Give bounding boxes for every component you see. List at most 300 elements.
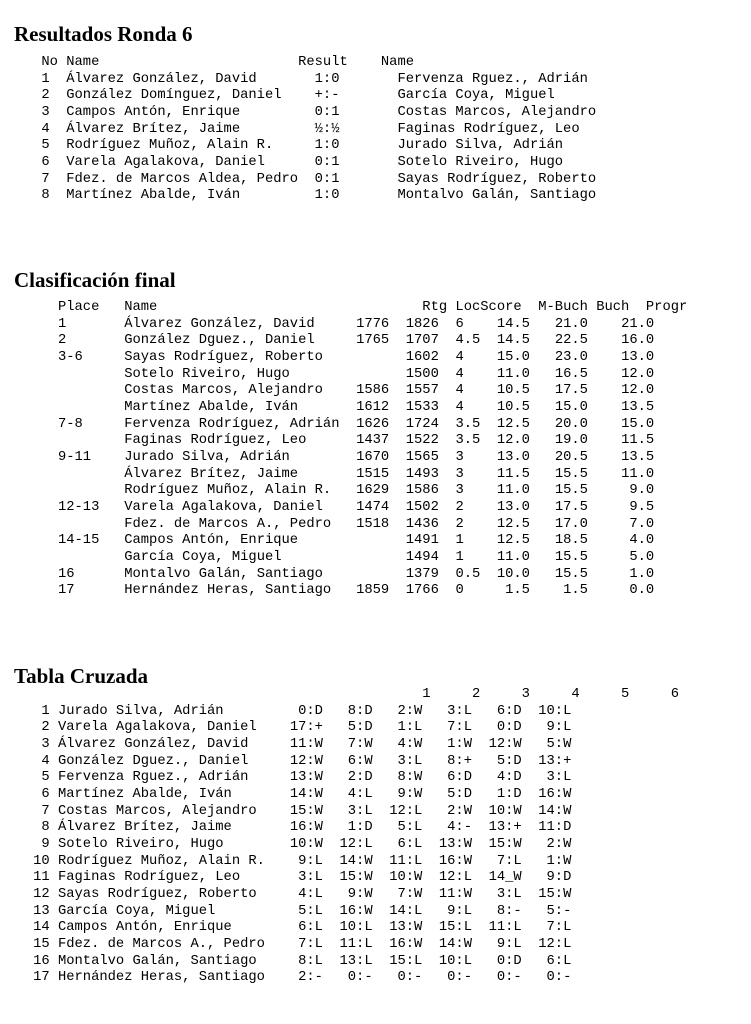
rating: 1515 bbox=[356, 466, 390, 482]
round-4-result: 5:D bbox=[447, 786, 472, 802]
buchholz: 15.5 bbox=[554, 566, 588, 582]
player-name: García Coya, Miguel bbox=[57, 903, 216, 919]
header-name-white: Name bbox=[66, 55, 100, 70]
player-name: Faginas Rodríguez, Leo bbox=[57, 870, 241, 886]
round-3-result: 1:L bbox=[397, 720, 423, 736]
round-1-result: 0:D bbox=[298, 703, 323, 719]
buchholz: 20.5 bbox=[554, 449, 588, 465]
player-name: Fdez. de Marcos A., Pedro bbox=[57, 936, 265, 952]
player-name: González Dguez., Daniel bbox=[57, 753, 249, 769]
results-row bbox=[0, 188, 613, 203]
round-3-result: 14:L bbox=[389, 903, 423, 919]
board-number: 1 bbox=[41, 71, 50, 87]
player-name: Hernández Heras, Santiago bbox=[124, 583, 332, 599]
header-place: Place bbox=[57, 300, 100, 315]
score: 4 bbox=[455, 399, 464, 415]
crosstable-row bbox=[0, 704, 571, 719]
board-number: 3 bbox=[41, 104, 50, 120]
round-2-result: 1:D bbox=[347, 820, 373, 836]
round-5-result: 4:D bbox=[496, 770, 522, 786]
buchholz: 17.5 bbox=[554, 383, 588, 399]
round-6-result: 5:W bbox=[546, 736, 572, 752]
round-2-result: 14:W bbox=[339, 853, 373, 869]
crosstable-row bbox=[0, 804, 571, 819]
player-number: 8 bbox=[41, 820, 50, 836]
round-6-result: 7:L bbox=[546, 920, 572, 936]
round-4-result: 2:W bbox=[447, 803, 472, 819]
rating: 1776 bbox=[356, 316, 390, 332]
round-6-result: 1:W bbox=[546, 853, 572, 869]
results-header bbox=[0, 55, 414, 70]
round-4-result: 9:L bbox=[447, 903, 472, 919]
round-3-result: 5:L bbox=[397, 820, 423, 836]
local-rating: 1502 bbox=[405, 499, 439, 515]
progressive: 12.0 bbox=[621, 366, 655, 382]
round-5-result: 15:W bbox=[488, 836, 522, 852]
score: 4.5 bbox=[455, 333, 481, 349]
round-3-result: 15:L bbox=[389, 953, 423, 969]
game-result: 1:0 bbox=[314, 138, 340, 154]
round-5-result: 14_W bbox=[488, 870, 522, 886]
standings-row bbox=[0, 383, 654, 398]
player-name: Fervenza Rodríguez, Adrián bbox=[124, 416, 340, 432]
rating: 1586 bbox=[356, 383, 390, 399]
local-rating: 1565 bbox=[405, 449, 439, 465]
median-buchholz: 13.0 bbox=[496, 449, 530, 465]
black-player: Sotelo Riveiro, Hugo bbox=[397, 154, 564, 170]
player-name: Álvarez González, David bbox=[57, 736, 249, 752]
round-3-result: 12:L bbox=[389, 803, 423, 819]
crosstable-row bbox=[0, 887, 571, 902]
median-buchholz: 11.0 bbox=[496, 483, 530, 499]
local-rating: 1500 bbox=[405, 366, 439, 382]
score: 3 bbox=[455, 449, 464, 465]
round-2-result: 10:L bbox=[339, 920, 373, 936]
game-result: 0:1 bbox=[314, 104, 340, 120]
player-name: Sayas Rodríguez, Roberto bbox=[124, 349, 323, 365]
round-5-result: 0:- bbox=[496, 970, 522, 986]
buchholz: 23.0 bbox=[554, 349, 588, 365]
white-player: Varela Agalakova, Daniel bbox=[66, 154, 265, 170]
player-number: 15 bbox=[33, 936, 50, 952]
player-name: Montalvo Galán, Santiago bbox=[57, 953, 257, 969]
header-name: Name bbox=[124, 300, 158, 315]
header-no: No bbox=[41, 55, 58, 70]
round-2-result: 11:L bbox=[339, 936, 373, 952]
round-1-result: 8:L bbox=[298, 953, 323, 969]
buchholz: 15.5 bbox=[554, 466, 588, 482]
standings-row bbox=[0, 467, 654, 482]
player-number: 16 bbox=[33, 953, 50, 969]
game-result: 1:0 bbox=[314, 71, 340, 87]
board-number: 5 bbox=[41, 138, 50, 154]
round-6-result: 11:D bbox=[538, 820, 572, 836]
header-rtg: Rtg bbox=[422, 300, 448, 315]
median-buchholz: 14.5 bbox=[496, 333, 530, 349]
round-5-result: 3:L bbox=[496, 886, 522, 902]
crosstable-row bbox=[0, 754, 571, 769]
rating: 1612 bbox=[356, 399, 390, 415]
round-1-result: 5:L bbox=[298, 903, 323, 919]
score: 0.5 bbox=[455, 566, 481, 582]
rating: 1670 bbox=[356, 449, 390, 465]
round-5-header: 5 bbox=[621, 687, 630, 702]
standings-row bbox=[0, 550, 654, 565]
round-4-result: 1:W bbox=[447, 736, 472, 752]
round-4-result: 14:W bbox=[438, 936, 472, 952]
round-1-result: 10:W bbox=[289, 836, 323, 852]
round-2-result: 8:D bbox=[347, 703, 373, 719]
progressive: 16.0 bbox=[621, 333, 655, 349]
median-buchholz: 13.0 bbox=[496, 499, 530, 515]
round-1-result: 6:L bbox=[298, 920, 323, 936]
round-4-result: 8:+ bbox=[447, 753, 472, 769]
rating: 1437 bbox=[356, 433, 390, 449]
crosstable-row bbox=[0, 920, 571, 935]
score: 2 bbox=[455, 516, 464, 532]
round-2-result: 16:W bbox=[339, 903, 373, 919]
median-buchholz: 1.5 bbox=[505, 583, 530, 599]
round-5-result: 5:D bbox=[496, 753, 522, 769]
place: 3-6 bbox=[57, 349, 83, 365]
local-rating: 1826 bbox=[405, 316, 439, 332]
local-rating: 1766 bbox=[405, 583, 439, 599]
progressive: 1.0 bbox=[629, 566, 655, 582]
round-2-result: 6:W bbox=[347, 753, 373, 769]
median-buchholz: 11.5 bbox=[496, 466, 530, 482]
rating: 1859 bbox=[356, 583, 390, 599]
round-5-result: 13:+ bbox=[488, 820, 522, 836]
median-buchholz: 12.0 bbox=[496, 433, 530, 449]
standings-row bbox=[0, 350, 654, 365]
player-name: Costas Marcos, Alejandro bbox=[124, 383, 323, 399]
board-number: 7 bbox=[41, 171, 50, 187]
standings-row bbox=[0, 517, 654, 532]
player-name: Campos Antón, Enrique bbox=[124, 533, 299, 549]
black-player: Faginas Rodríguez, Leo bbox=[397, 121, 580, 137]
progressive: 15.0 bbox=[621, 416, 655, 432]
player-name: Varela Agalakova, Daniel bbox=[57, 720, 257, 736]
game-result: ½:½ bbox=[314, 121, 340, 137]
standings-row bbox=[0, 483, 654, 498]
round-1-result: 4:L bbox=[298, 886, 323, 902]
white-player: Martínez Abalde, Iván bbox=[66, 188, 241, 204]
round-5-result: 8:- bbox=[496, 903, 522, 919]
progressive: 13.5 bbox=[621, 399, 655, 415]
score: 3 bbox=[455, 483, 464, 499]
player-name: Rodríguez Muñoz, Alain R. bbox=[124, 483, 332, 499]
buchholz: 17.0 bbox=[554, 516, 588, 532]
player-number: 3 bbox=[41, 736, 50, 752]
player-name: Hernández Heras, Santiago bbox=[57, 970, 265, 986]
rating: 1518 bbox=[356, 516, 390, 532]
round-3-result: 16:W bbox=[389, 936, 423, 952]
round-4-result: 0:- bbox=[447, 970, 472, 986]
player-name: Fdez. de Marcos A., Pedro bbox=[124, 516, 332, 532]
round-5-result: 10:W bbox=[488, 803, 522, 819]
player-name: Sotelo Riveiro, Hugo bbox=[124, 366, 290, 382]
round-2-result: 2:D bbox=[347, 770, 373, 786]
crosstable-row bbox=[0, 720, 571, 735]
player-number: 5 bbox=[41, 770, 50, 786]
board-number: 2 bbox=[41, 88, 50, 104]
round-3-result: 4:W bbox=[397, 736, 423, 752]
round-6-result: 16:W bbox=[538, 786, 572, 802]
local-rating: 1379 bbox=[405, 566, 439, 582]
player-name: Sotelo Riveiro, Hugo bbox=[57, 836, 224, 852]
standings-row bbox=[0, 367, 654, 382]
player-name: Montalvo Galán, Santiago bbox=[124, 566, 323, 582]
median-buchholz: 15.0 bbox=[496, 349, 530, 365]
player-name: García Coya, Miguel bbox=[124, 549, 282, 565]
round-6-result: 9:L bbox=[546, 720, 572, 736]
round-3-result: 2:W bbox=[397, 703, 423, 719]
black-player: García Coya, Miguel bbox=[397, 88, 555, 104]
rating: 1626 bbox=[356, 416, 390, 432]
place: 7-8 bbox=[57, 416, 83, 432]
player-name: Jurado Silva, Adrián bbox=[124, 449, 290, 465]
score: 3.5 bbox=[455, 433, 481, 449]
round-4-result: 6:D bbox=[447, 770, 472, 786]
player-name: Martínez Abalde, Iván bbox=[124, 399, 299, 415]
game-result: 1:0 bbox=[314, 188, 340, 204]
round-6-result: 15:W bbox=[538, 886, 572, 902]
player-name: Varela Agalakova, Daniel bbox=[124, 499, 323, 515]
round-4-result: 4:- bbox=[447, 820, 472, 836]
game-result: 0:1 bbox=[314, 154, 340, 170]
round-5-result: 9:L bbox=[496, 936, 522, 952]
crosstable-table bbox=[0, 687, 679, 987]
round-4-result: 13:W bbox=[438, 836, 472, 852]
round-2-result: 3:L bbox=[347, 803, 373, 819]
progressive: 5.0 bbox=[629, 549, 655, 565]
player-name: Costas Marcos, Alejandro bbox=[57, 803, 257, 819]
median-buchholz: 11.0 bbox=[496, 366, 530, 382]
round-1-result: 13:W bbox=[289, 770, 323, 786]
round-1-result: 3:L bbox=[298, 870, 323, 886]
player-number: 11 bbox=[33, 870, 50, 886]
standings-row bbox=[0, 450, 654, 465]
header-result: Result bbox=[298, 55, 348, 70]
results-row bbox=[0, 88, 613, 103]
round-1-result: 17:+ bbox=[289, 720, 323, 736]
local-rating: 1586 bbox=[405, 483, 439, 499]
buchholz: 1.5 bbox=[563, 583, 588, 599]
median-buchholz: 12.5 bbox=[496, 516, 530, 532]
round-1-result: 11:W bbox=[289, 736, 323, 752]
crosstable-row bbox=[0, 904, 571, 919]
local-rating: 1707 bbox=[405, 333, 439, 349]
score: 1 bbox=[455, 533, 464, 549]
place: 12-13 bbox=[57, 499, 100, 515]
progressive: 11.0 bbox=[621, 466, 655, 482]
round-2-result: 15:W bbox=[339, 870, 373, 886]
local-rating: 1557 bbox=[405, 383, 439, 399]
buchholz: 18.5 bbox=[554, 533, 588, 549]
results-table bbox=[0, 55, 613, 205]
player-number: 17 bbox=[33, 970, 50, 986]
round-3-header: 3 bbox=[521, 687, 530, 702]
local-rating: 1602 bbox=[405, 349, 439, 365]
results-row bbox=[0, 138, 613, 153]
place: 17 bbox=[57, 583, 75, 599]
round-4-header: 4 bbox=[571, 687, 580, 702]
black-player: Costas Marcos, Alejandro bbox=[397, 104, 597, 120]
crosstable-title: Tabla Cruzada bbox=[14, 664, 149, 688]
results-row bbox=[0, 105, 613, 120]
round-3-result: 0:- bbox=[397, 970, 423, 986]
buchholz: 21.0 bbox=[554, 316, 588, 332]
player-number: 6 bbox=[41, 786, 50, 802]
round-6-result: 14:W bbox=[538, 803, 572, 819]
progressive: 4.0 bbox=[629, 533, 655, 549]
round-2-header: 2 bbox=[471, 687, 481, 702]
player-name: Sayas Rodríguez, Roberto bbox=[57, 886, 257, 902]
player-name: Fervenza Rguez., Adrián bbox=[57, 770, 249, 786]
standings-row bbox=[0, 417, 654, 432]
median-buchholz: 11.0 bbox=[496, 549, 530, 565]
round-6-result: 10:L bbox=[538, 703, 572, 719]
local-rating: 1494 bbox=[405, 549, 439, 565]
board-number: 6 bbox=[41, 154, 50, 170]
local-rating: 1493 bbox=[405, 466, 439, 482]
median-buchholz: 12.5 bbox=[496, 533, 530, 549]
round-3-result: 13:W bbox=[389, 920, 423, 936]
buchholz: 16.5 bbox=[554, 366, 588, 382]
white-player: Rodríguez Muñoz, Alain R. bbox=[66, 138, 274, 154]
game-result: 0:1 bbox=[314, 171, 340, 187]
round-2-result: 4:L bbox=[347, 786, 373, 802]
progressive: 7.0 bbox=[629, 516, 655, 532]
black-player: Fervenza Rguez., Adrián bbox=[397, 71, 588, 87]
standings-row bbox=[0, 500, 654, 515]
round-5-result: 0:D bbox=[496, 953, 522, 969]
standings-title: Clasificación final bbox=[14, 268, 176, 292]
round-1-result: 7:L bbox=[298, 936, 323, 952]
score: 6 bbox=[455, 316, 464, 332]
board-number: 8 bbox=[41, 188, 50, 204]
board-number: 4 bbox=[41, 121, 50, 137]
buchholz: 22.5 bbox=[554, 333, 588, 349]
white-player: Campos Antón, Enrique bbox=[66, 104, 241, 120]
round-2-result: 7:W bbox=[347, 736, 373, 752]
local-rating: 1436 bbox=[405, 516, 439, 532]
progressive: 13.0 bbox=[621, 349, 655, 365]
rating: 1474 bbox=[356, 499, 390, 515]
round-1-header: 1 bbox=[422, 687, 431, 702]
median-buchholz: 10.0 bbox=[496, 566, 530, 582]
player-name: Álvarez González, David bbox=[124, 316, 315, 332]
round-4-result: 15:L bbox=[438, 920, 472, 936]
round-1-result: 16:W bbox=[289, 820, 323, 836]
score: 2 bbox=[455, 499, 464, 515]
crosstable-row bbox=[0, 837, 571, 852]
player-name: Álvarez Brítez, Jaime bbox=[124, 466, 299, 482]
player-number: 13 bbox=[33, 903, 50, 919]
player-number: 12 bbox=[33, 886, 50, 902]
round-3-result: 11:L bbox=[389, 853, 423, 869]
progressive: 9.0 bbox=[629, 483, 655, 499]
crosstable-row bbox=[0, 820, 571, 835]
crosstable-row bbox=[0, 937, 571, 952]
player-name: Rodríguez Muñoz, Alain R. bbox=[57, 853, 265, 869]
results-row bbox=[0, 72, 613, 87]
round-1-result: 9:L bbox=[298, 853, 323, 869]
round-6-header: 6 bbox=[670, 687, 679, 702]
results-row bbox=[0, 172, 613, 187]
median-buchholz: 10.5 bbox=[496, 383, 530, 399]
crosstable-row bbox=[0, 737, 571, 752]
progressive: 9.5 bbox=[629, 499, 655, 515]
player-number: 10 bbox=[33, 853, 50, 869]
rating: 1629 bbox=[356, 483, 390, 499]
round-3-result: 3:L bbox=[397, 753, 423, 769]
player-number: 2 bbox=[41, 720, 50, 736]
round-6-result: 0:- bbox=[546, 970, 572, 986]
round-2-result: 5:D bbox=[347, 720, 373, 736]
standings-row bbox=[0, 533, 654, 548]
local-rating: 1491 bbox=[405, 533, 439, 549]
score: 0 bbox=[455, 583, 464, 599]
buchholz: 15.5 bbox=[554, 549, 588, 565]
round-6-result: 9:D bbox=[546, 870, 572, 886]
progressive: 0.0 bbox=[629, 583, 655, 599]
white-player: González Domínguez, Daniel bbox=[66, 88, 282, 104]
progressive: 11.5 bbox=[621, 433, 655, 449]
standings-row bbox=[0, 433, 654, 448]
progressive: 21.0 bbox=[621, 316, 655, 332]
round-1-result: 12:W bbox=[289, 753, 323, 769]
white-player: Álvarez González, David bbox=[66, 71, 257, 87]
round-4-result: 11:W bbox=[438, 886, 472, 902]
place: 2 bbox=[57, 333, 67, 349]
player-name: Martínez Abalde, Iván bbox=[57, 786, 232, 802]
round-4-result: 3:L bbox=[447, 703, 472, 719]
round-4-result: 16:W bbox=[438, 853, 472, 869]
place: 16 bbox=[57, 566, 75, 582]
player-name: Campos Antón, Enrique bbox=[57, 920, 232, 936]
round-3-result: 9:W bbox=[397, 786, 423, 802]
round-1-result: 2:- bbox=[298, 970, 323, 986]
local-rating: 1522 bbox=[405, 433, 439, 449]
round-3-result: 10:W bbox=[389, 870, 423, 886]
round-2-result: 9:W bbox=[347, 886, 373, 902]
score: 1 bbox=[455, 549, 464, 565]
round-5-result: 0:D bbox=[496, 720, 522, 736]
place: 14-15 bbox=[57, 533, 100, 549]
score: 4 bbox=[455, 366, 464, 382]
round-1-result: 14:W bbox=[289, 786, 323, 802]
buchholz: 17.5 bbox=[554, 499, 588, 515]
round-5-result: 7:L bbox=[496, 853, 522, 869]
black-player: Sayas Rodríguez, Roberto bbox=[397, 171, 597, 187]
game-result: +:- bbox=[314, 88, 340, 104]
results-title: Resultados Ronda 6 bbox=[14, 22, 193, 46]
round-2-result: 13:L bbox=[339, 953, 373, 969]
black-player: Jurado Silva, Adrián bbox=[397, 138, 564, 154]
local-rating: 1533 bbox=[405, 399, 439, 415]
rating: 1765 bbox=[356, 333, 390, 349]
crosstable-row bbox=[0, 770, 571, 785]
player-name: González Dguez., Daniel bbox=[124, 333, 315, 349]
results-row bbox=[0, 155, 613, 170]
round-3-result: 8:W bbox=[397, 770, 423, 786]
standings-row bbox=[0, 567, 654, 582]
round-6-result: 12:L bbox=[538, 936, 572, 952]
player-name: Álvarez Brítez, Jaime bbox=[57, 820, 232, 836]
round-2-result: 12:L bbox=[339, 836, 373, 852]
median-buchholz: 12.5 bbox=[496, 416, 530, 432]
